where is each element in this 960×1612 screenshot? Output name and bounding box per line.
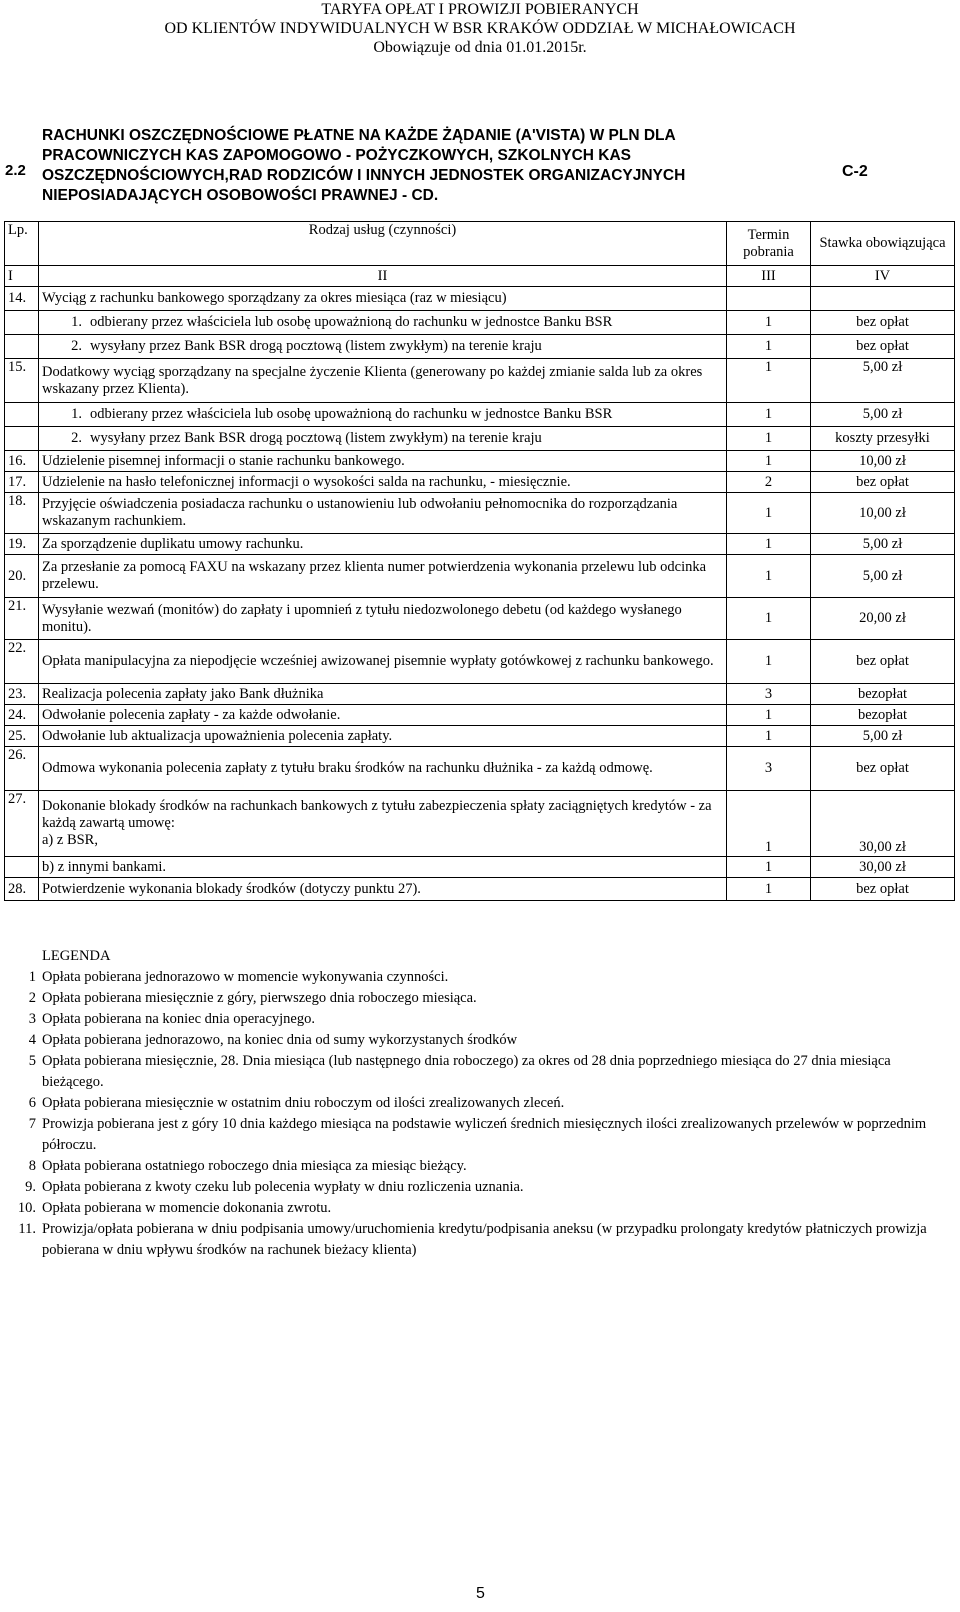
- row-desc: [39, 791, 727, 857]
- legend-number: 10.: [17, 1200, 36, 1216]
- row-desc: [39, 427, 727, 451]
- row-term: 1: [727, 878, 811, 901]
- section-title: RACHUNKI OSZCZĘDNOŚCIOWE PŁATNE NA KAŻDE ŻĄDANIE (A'VISTA) W PLN DLA PRACOWNICZYCH KAS ZAPOMOGOWO - POŻYCZKOWYCH, SZKOLNYCH KAS OSZCZĘDNOŚCIOWYCH,RAD RODZICÓW I INNYCH JEDNOSTEK ORGANIZACYJNYCH NIEPOSIADAJĄCYCH OSOBOWOŚCI PRAWNEJ - CD.: [42, 127, 686, 204]
- row-desc: Wyciąg z rachunku bankowego sporządzany za okres miesiąca (raz w miesiącu): [39, 287, 727, 311]
- sub-number: 2.: [71, 430, 82, 446]
- table-row: [5, 311, 955, 335]
- table-row: [5, 451, 955, 472]
- table-row: [5, 705, 955, 726]
- row-rate: koszty przesyłki: [811, 427, 955, 451]
- row-term: 1: [727, 534, 811, 555]
- row-desc: [39, 403, 727, 427]
- row-lp: 25.: [5, 726, 39, 747]
- row-rate: [811, 287, 955, 311]
- sub-desc: odbierany przez właściciela lub osobę upoważnioną do rachunku w jednostce Banku BSR: [90, 406, 613, 422]
- row-rate: bez opłat: [811, 335, 955, 359]
- row-rate: bezopłat: [811, 705, 955, 726]
- row-rate: bezopłat: [811, 684, 955, 705]
- legend-number: 3: [28, 1011, 36, 1027]
- sub-desc: odbierany przez właściciela lub osobę upoważnioną do rachunku w jednostce Banku BSR: [90, 314, 613, 330]
- roman-2: II: [39, 266, 727, 287]
- legend-number: 8: [28, 1158, 36, 1174]
- header-service: Rodzaj usług (czynności): [39, 222, 727, 266]
- header-lp: Lp.: [5, 222, 39, 266]
- section-number: 2.2: [5, 162, 26, 179]
- row-lp: [5, 335, 39, 359]
- legend-item: [0, 1030, 950, 1051]
- row-lp: 26.: [5, 747, 39, 791]
- table-row: [5, 359, 955, 403]
- roman-3: III: [727, 266, 811, 287]
- row-term: 1: [727, 640, 811, 684]
- row-desc-sub-a: a) z BSR,: [42, 832, 98, 848]
- row-lp: [5, 403, 39, 427]
- table-row: [5, 640, 955, 684]
- legend-number: 2: [28, 990, 36, 1006]
- row-term: 1: [727, 598, 811, 640]
- row-term: 1: [727, 493, 811, 534]
- row-term: 1: [727, 555, 811, 598]
- row-lp: 16.: [5, 451, 39, 472]
- row-term: 1: [727, 726, 811, 747]
- sub-number: 1.: [71, 314, 82, 330]
- legend-item: [0, 1093, 950, 1114]
- legend-text: Opłata pobierana jednorazowo w momencie wykonywania czynności.: [42, 969, 449, 985]
- legend-text: Prowizja pobierana jest z góry 10 dnia każdego miesiąca na podstawie wyliczeń średnich miesięcznych ilości zrealizowanych przelewów w poprzednim półroczu.: [42, 1116, 927, 1153]
- row-term: 2: [727, 472, 811, 493]
- row-lp: 22.: [5, 640, 39, 684]
- row-rate: bez opłat: [811, 311, 955, 335]
- legend-text: Opłata pobierana ostatniego roboczego dnia miesiąca za miesiąc bieżący.: [42, 1158, 467, 1174]
- table-row: [5, 857, 955, 878]
- legend-text: Opłata pobierana miesięcznie z góry, pierwszego dnia roboczego miesiąca.: [42, 990, 477, 1006]
- row-lp: 14.: [5, 287, 39, 311]
- table-row: [5, 427, 955, 451]
- table-row: [5, 747, 955, 791]
- row-term: [727, 287, 811, 311]
- legend-number: 4: [28, 1032, 36, 1048]
- row-desc: Realizacja polecenia zapłaty jako Bank dłużnika: [39, 684, 727, 705]
- row-lp: 15.: [5, 359, 39, 403]
- table-row: [5, 791, 955, 857]
- table-row: [5, 726, 955, 747]
- legend-item: [0, 967, 950, 988]
- legend-item: [0, 1009, 950, 1030]
- row-lp: [5, 427, 39, 451]
- legend-number: 11.: [18, 1221, 36, 1237]
- row-rate: 20,00 zł: [811, 598, 955, 640]
- page-number: 5: [476, 1585, 485, 1602]
- legend-item: [0, 1156, 950, 1177]
- row-lp: 19.: [5, 534, 39, 555]
- sub-desc: wysyłany przez Bank BSR drogą pocztową (listem zwykłym) na terenie kraju: [90, 338, 542, 354]
- roman-numerals-row: [5, 266, 955, 287]
- row-term: 1: [727, 791, 811, 857]
- sub-desc: wysyłany przez Bank BSR drogą pocztową (listem zwykłym) na terenie kraju: [90, 430, 542, 446]
- row-rate: 30,00 zł: [811, 857, 955, 878]
- row-term: 1: [727, 311, 811, 335]
- row-term: 1: [727, 335, 811, 359]
- row-desc: [39, 311, 727, 335]
- legend-item: [0, 988, 950, 1009]
- effective-date: Obowiązuje od dnia 01.01.2015r.: [373, 39, 587, 56]
- sub-number: 2.: [71, 338, 82, 354]
- row-lp: 17.: [5, 472, 39, 493]
- legend-number: 1: [28, 969, 36, 985]
- legend-number: 6: [28, 1095, 36, 1111]
- row-desc: b) z innymi bankami.: [39, 857, 727, 878]
- row-rate: 30,00 zł: [811, 791, 955, 857]
- row-desc: Za sporządzenie duplikatu umowy rachunku.: [39, 534, 727, 555]
- row-rate: 5,00 zł: [811, 403, 955, 427]
- section-code: C-2: [842, 163, 868, 180]
- legend-text: Opłata pobierana miesięcznie, 28. Dnia miesiąca (lub następnego dnia roboczego) za okres od 28 dnia poprzedniego miesiąca do 27 dnia miesiąca bieżącego.: [42, 1053, 891, 1090]
- row-rate: 10,00 zł: [811, 451, 955, 472]
- row-rate: bez opłat: [811, 878, 955, 901]
- legend-text: Prowizja/opłata pobierana w dniu podpisania umowy/uruchomienia kredytu/podpisania aneksu (w przypadku prolongaty kredytów płatniczych prowizja pobierana w dniu wpływu środków na rachunek bieżacy klienta): [42, 1221, 927, 1258]
- legend: [0, 946, 950, 1261]
- legend-item: [0, 1114, 950, 1156]
- row-desc: Udzielenie pisemnej informacji o stanie rachunku bankowego.: [39, 451, 727, 472]
- table-row: [5, 403, 955, 427]
- row-rate: 5,00 zł: [811, 726, 955, 747]
- legend-text: Opłata pobierana miesięcznie w ostatnim dniu roboczym od ilości zrealizowanych zleceń.: [42, 1095, 565, 1111]
- row-desc: Odmowa wykonania polecenia zapłaty z tytułu braku środków na rachunku dłużnika - za każdą odmowę.: [39, 747, 727, 791]
- row-desc: Za przesłanie za pomocą FAXU na wskazany przez klienta numer potwierdzenia wykonania przelewu lub odcinka przelewu.: [39, 555, 727, 598]
- row-rate: 10,00 zł: [811, 493, 955, 534]
- row-desc: Odwołanie lub aktualizacja upoważnienia polecenia zapłaty.: [39, 726, 727, 747]
- roman-1: I: [5, 266, 39, 287]
- row-desc: Wysyłanie wezwań (monitów) do zapłaty i upomnień z tytułu niedozwolonego debetu (od każdego wysłanego monitu).: [39, 598, 727, 640]
- legend-text: Opłata pobierana jednorazowo, na koniec dnia od sumy wykorzystanych środków: [42, 1032, 518, 1048]
- row-term: 1: [727, 451, 811, 472]
- row-desc: Udzielenie na hasło telefonicznej informacji o wysokości salda na rachunku, - miesięcznie.: [39, 472, 727, 493]
- legend-item: [0, 1198, 950, 1219]
- row-rate: bez opłat: [811, 640, 955, 684]
- row-rate: 5,00 zł: [811, 555, 955, 598]
- table-row: [5, 472, 955, 493]
- row-term: 1: [727, 427, 811, 451]
- row-rate: 5,00 zł: [811, 534, 955, 555]
- header-rate: Stawka obowiązująca: [811, 222, 955, 266]
- legend-text: Opłata pobierana na koniec dnia operacyjnego.: [42, 1011, 315, 1027]
- row-term: 1: [727, 705, 811, 726]
- row-lp: 28.: [5, 878, 39, 901]
- table-row: [5, 534, 955, 555]
- table-row: [5, 335, 955, 359]
- table-header-row: [5, 222, 955, 266]
- row-term: 1: [727, 359, 811, 403]
- legend-title: LEGENDA: [42, 948, 111, 964]
- row-desc: Przyjęcie oświadczenia posiadacza rachunku o ustanowieniu lub odwołaniu pełnomocnika do rozporządzania wskazanym rachunkiem.: [39, 493, 727, 534]
- table-row: [5, 878, 955, 901]
- legend-item: [0, 1177, 950, 1198]
- table-row: [5, 684, 955, 705]
- table-row: [5, 493, 955, 534]
- row-rate: bez opłat: [811, 747, 955, 791]
- row-lp: 27.: [5, 791, 39, 857]
- row-rate: 5,00 zł: [811, 359, 955, 403]
- sub-number: 1.: [71, 406, 82, 422]
- row-desc-main: Dokonanie blokady środków na rachunkach bankowych z tytułu zabezpieczenia spłaty zaciągniętych kredytów - za każdą zawartą umowę:: [42, 798, 712, 831]
- legend-number: 9.: [25, 1179, 36, 1195]
- table-row: [5, 598, 955, 640]
- legend-item: [0, 1219, 950, 1261]
- tariff-title: TARYFA OPŁAT I PROWIZJI POBIERANYCH: [321, 1, 639, 18]
- row-rate: bez opłat: [811, 472, 955, 493]
- table-row: [5, 287, 955, 311]
- row-lp: 23.: [5, 684, 39, 705]
- row-lp: 21.: [5, 598, 39, 640]
- row-term: 1: [727, 857, 811, 878]
- row-desc: Potwierdzenie wykonania blokady środków (dotyczy punktu 27).: [39, 878, 727, 901]
- legend-text: Opłata pobierana z kwoty czeku lub polecenia wypłaty w dniu rozliczenia uznania.: [42, 1179, 524, 1195]
- roman-4: IV: [811, 266, 955, 287]
- legend-number: 5: [28, 1053, 36, 1069]
- row-lp: 20.: [5, 555, 39, 598]
- row-lp: [5, 311, 39, 335]
- legend-text: Opłata pobierana w momencie dokonania zwrotu.: [42, 1200, 332, 1216]
- row-desc: [39, 335, 727, 359]
- table-row: [5, 555, 955, 598]
- row-term: 3: [727, 684, 811, 705]
- row-desc: Opłata manipulacyjna za niepodjęcie wcześniej awizowanej pisemnie wypłaty gotówkowej z rachunku bankowego.: [39, 640, 727, 684]
- row-desc: Odwołanie polecenia zapłaty - za każde odwołanie.: [39, 705, 727, 726]
- legend-item: [0, 1051, 950, 1093]
- tariff-subtitle: OD KLIENTÓW INDYWIDUALNYCH W BSR KRAKÓW ODDZIAŁ W MICHAŁOWICACH: [164, 20, 796, 37]
- row-lp: 24.: [5, 705, 39, 726]
- row-lp: [5, 857, 39, 878]
- row-desc: Dodatkowy wyciąg sporządzany na specjalne życzenie Klienta (generowany po każdej zmianie salda lub za okres wskazany przez Klienta).: [39, 359, 727, 403]
- row-term: 1: [727, 403, 811, 427]
- legend-number: 7: [28, 1116, 36, 1132]
- fee-table: [4, 221, 955, 901]
- row-term: 3: [727, 747, 811, 791]
- header-term: Termin pobrania: [727, 222, 811, 266]
- row-lp: 18.: [5, 493, 39, 534]
